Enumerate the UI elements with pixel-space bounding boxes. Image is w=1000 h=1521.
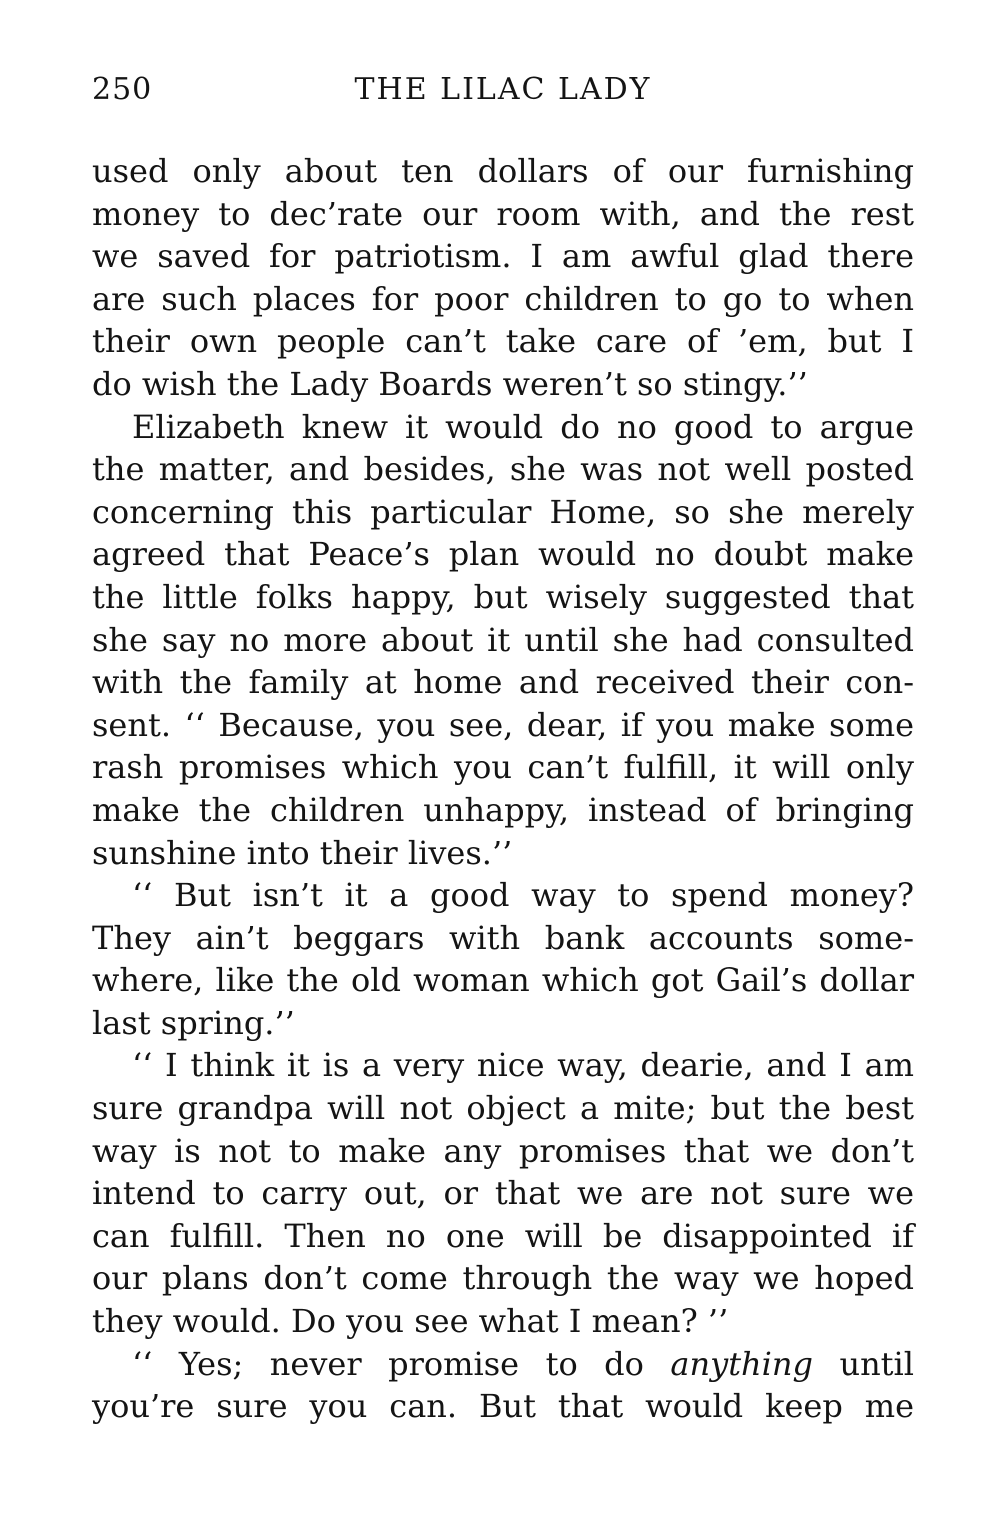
text-line: ‘‘ But isn’t it a good way to spend money? <box>132 876 914 915</box>
text-line: rash promises which you can’t fulfill, it will only <box>92 748 914 787</box>
text-line: concerning this particular Home, so she merely <box>92 492 914 531</box>
text-line: she say no more about it until she had consulted <box>92 620 914 659</box>
text-line: sent. ‘‘ Because, you see, dear, if you make some <box>92 705 914 744</box>
text-line: money to dec’rate our room with, and the rest <box>92 194 914 233</box>
text-line: last spring.’’ <box>92 1003 295 1042</box>
text-line: our plans don’t come through the way we hoped <box>92 1259 914 1298</box>
text-line: way is not to make any promises that we don’t <box>92 1131 914 1170</box>
text-line: with the family at home and received their con- <box>92 663 914 702</box>
text-line: do wish the Lady Boards weren’t so stingy.’’ <box>92 364 808 403</box>
emphasis-text: anything <box>670 1344 813 1383</box>
running-header <box>92 72 914 120</box>
text-segment: until <box>812 1344 915 1383</box>
text-line: agreed that Peace’s plan would no doubt make <box>92 535 914 574</box>
text-line: the little folks happy, but wisely suggested that <box>92 577 914 616</box>
text-line <box>92 1343 914 1386</box>
text-line: sunshine into their lives.’’ <box>92 833 513 872</box>
text-line: you’re sure you can. But that would keep me <box>92 1387 914 1426</box>
text-line: they would. Do you see what I mean? ’’ <box>92 1302 729 1341</box>
text-line: used only about ten dollars of our furnishing <box>92 152 914 190</box>
text-line: where, like the old woman which got Gail’s dollar <box>92 961 914 1000</box>
text-line: their own people can’t take care of ’em, but I <box>92 322 914 361</box>
page-number: 250 <box>92 72 153 107</box>
text-line: They ain’t beggars with bank accounts some- <box>92 918 914 957</box>
text-line: the matter, and besides, she was not well posted <box>92 450 914 489</box>
text-line: are such places for poor children to go to when <box>92 279 914 318</box>
text-line: can fulfill. Then no one will be disappointed if <box>92 1216 914 1255</box>
text-line: make the children unhappy, instead of bringing <box>92 790 914 829</box>
text-segment: ‘‘ Yes; never promise to do <box>132 1344 671 1383</box>
running-title: THE LILAC LADY <box>354 72 652 107</box>
text-line: we saved for patriotism. I am awful glad there <box>92 237 914 276</box>
text-line: ‘‘ I think it is a very nice way, dearie, and I am <box>132 1046 914 1085</box>
text-line: Elizabeth knew it would do no good to argue <box>132 407 914 446</box>
text-line: intend to carry out, or that we are not sure we <box>92 1174 914 1213</box>
body-text <box>92 150 914 1428</box>
text-line: sure grandpa will not object a mite; but the best <box>92 1089 914 1128</box>
